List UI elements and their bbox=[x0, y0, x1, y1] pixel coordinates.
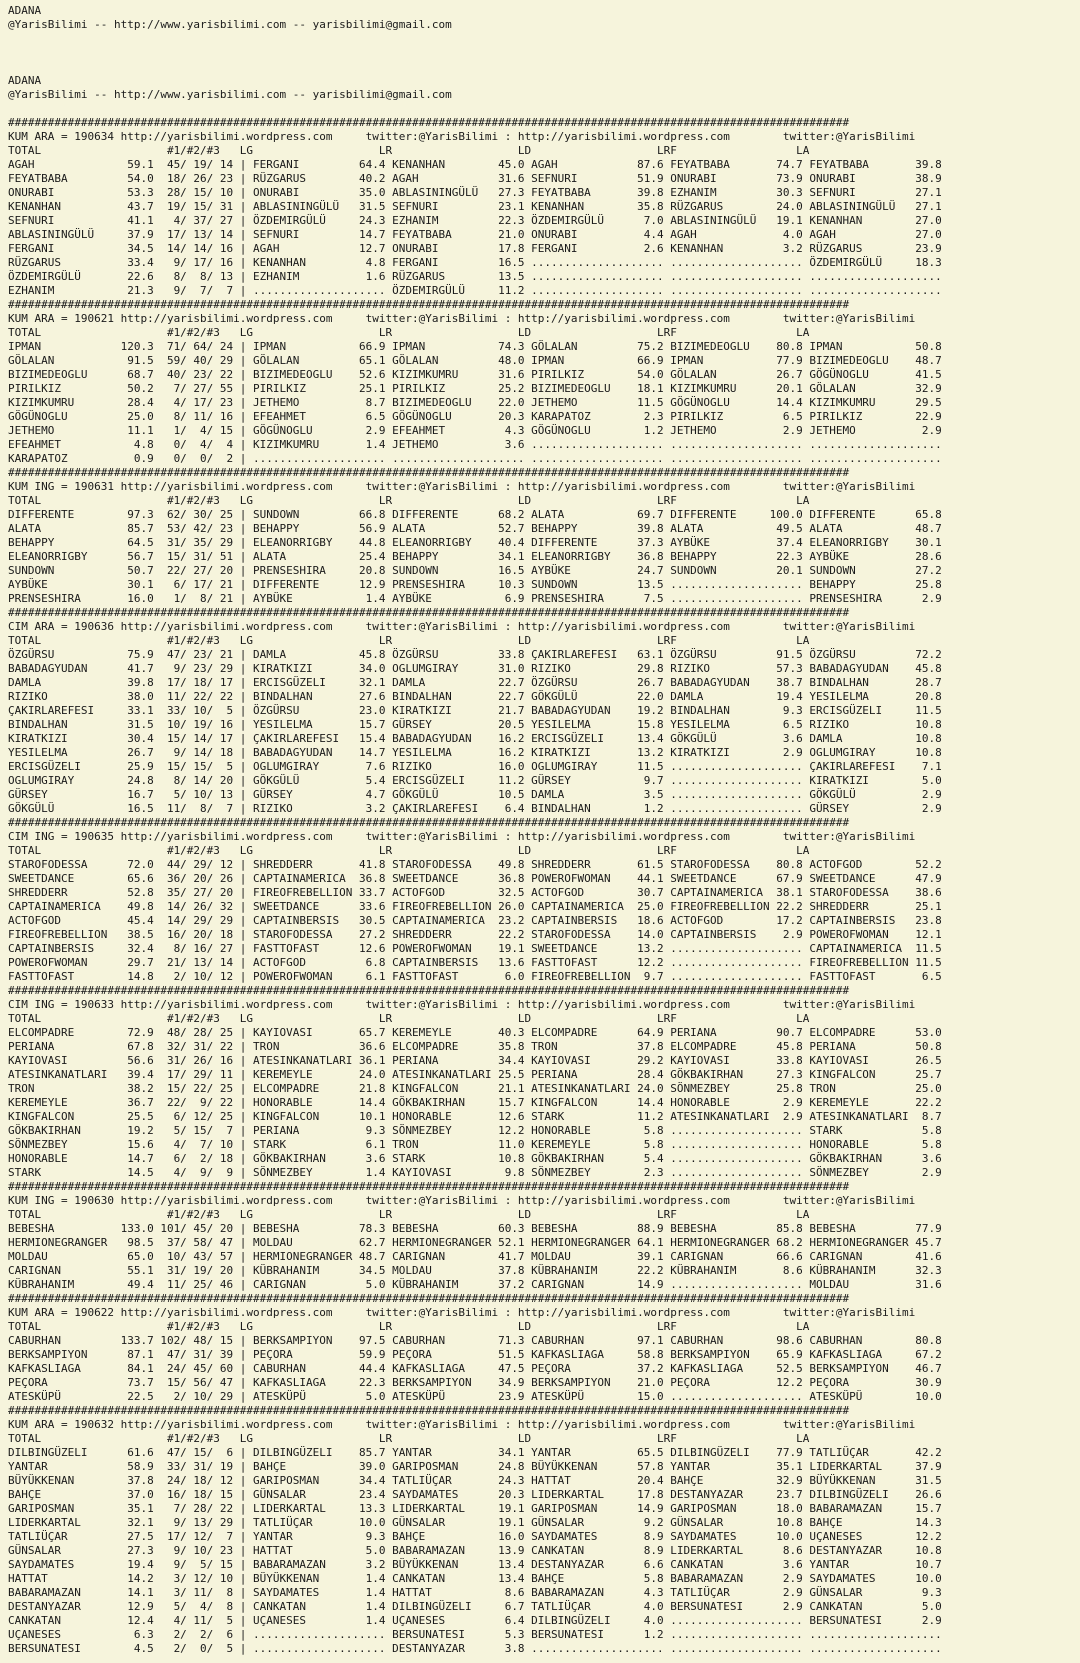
text-line: YANTAR 58.9 33/ 31/ 19 | BAHÇE 39.0 GARIPOSMAN 24.8 BÜYÜKKENAN 57.8 YANTAR 35.1 LIDERKARTAL 37.9 bbox=[8, 1460, 942, 1473]
text-line: ALATA 85.7 53/ 42/ 23 | BEHAPPY 56.9 ALATA 52.7 BEHAPPY 39.8 ALATA 49.5 ALATA 48.7 bbox=[8, 522, 942, 535]
text-line: CIM ING = 190635 http://yarisbilimi.wordpress.com twitter:@YarisBilimi : http://yarisbilimi.wordpress.com twitter:@YarisBilimi bbox=[8, 830, 916, 843]
text-line: SHREDDERR 52.8 35/ 27/ 20 | FIREOFREBELLION 33.7 ACTOFGOD 32.5 ACTOFGOD 30.7 CAPTAINAMERICA 38.1 STAROFODESSA 38.6 bbox=[8, 886, 942, 899]
text-line: TOTAL #1/#2/#3 LG LR LD LRF LA bbox=[8, 326, 810, 339]
separator-line: ############################################################################################################################### bbox=[8, 1292, 850, 1305]
text-line: ERCISGÜZELI 25.9 15/ 15/ 5 | OGLUMGIRAY 7.6 RIZIKO 16.0 OGLUMGIRAY 11.5 .................... ÇAKIRLAREFESI 7.1 bbox=[8, 760, 942, 773]
text-line: UÇANESES 6.3 2/ 2/ 6 | .................... BERSUNATESI 5.3 BERSUNATESI 1.2 .................... .................... bbox=[8, 1628, 942, 1641]
text-line: OGLUMGIRAY 24.8 8/ 14/ 20 | GÖKGÜLÜ 5.4 ERCISGÜZELI 11.2 GÜRSEY 9.7 .................... KIRATKIZI 5.0 bbox=[8, 774, 942, 787]
text-line: SUNDOWN 50.7 22/ 27/ 20 | PRENSESHIRA 20.8 SUNDOWN 16.5 AYBÜKE 24.7 SUNDOWN 20.1 SUNDOWN 27.2 bbox=[8, 564, 942, 577]
text-line: GÜRSEY 16.7 5/ 10/ 13 | GÜRSEY 4.7 GÖKGÜLÜ 10.5 DAMLA 3.5 .................... GÖKGÜLÜ 2.9 bbox=[8, 788, 942, 801]
text-line: RÜZGARUS 33.4 9/ 17/ 16 | KENANHAN 4.8 FERGANI 16.5 .................... .................... ÖZDEMIRGÜLÜ 18.3 bbox=[8, 256, 942, 269]
text-line: FASTTOFAST 14.8 2/ 10/ 12 | POWEROFWOMAN 6.1 FASTTOFAST 6.0 FIREOFREBELLION 9.7 .................... FASTTOFAST 6.5 bbox=[8, 970, 942, 983]
text-line: TOTAL #1/#2/#3 LG LR LD LRF LA bbox=[8, 634, 810, 647]
text-line: BEHAPPY 64.5 31/ 35/ 29 | ELEANORRIGBY 44.8 ELEANORRIGBY 40.4 DIFFERENTE 37.3 AYBÜKE 37.4 ELEANORRIGBY 30.1 bbox=[8, 536, 942, 549]
text-line: ÇAKIRLAREFESI 33.1 33/ 10/ 5 | ÖZGÜRSU 23.0 KIRATKIZI 21.7 BABADAGYUDAN 19.2 BINDALHAN 9.3 ERCISGÜZELI 11.5 bbox=[8, 704, 942, 717]
text-line: ADANA bbox=[8, 74, 42, 87]
text-line: ACTOFGOD 45.4 14/ 29/ 29 | CAPTAINBERSIS 30.5 CAPTAINAMERICA 23.2 CAPTAINBERSIS 18.6 ACTOFGOD 17.2 CAPTAINBERSIS 23.8 bbox=[8, 914, 942, 927]
text-line: ATESKÜPÜ 22.5 2/ 10/ 29 | ATESKÜPÜ 5.0 ATESKÜPÜ 23.9 ATESKÜPÜ 15.0 .................... ATESKÜPÜ 10.0 bbox=[8, 1390, 942, 1403]
separator-line: ############################################################################################################################### bbox=[8, 606, 850, 619]
text-line: CAPTAINBERSIS 32.4 8/ 16/ 27 | FASTTOFAST 12.6 POWEROFWOMAN 19.1 SWEETDANCE 13.2 .................... CAPTAINAMERICA 11.5 bbox=[8, 942, 942, 955]
text-line: DILBINGÜZELI 61.6 47/ 15/ 6 | DILBINGÜZELI 85.7 YANTAR 34.1 YANTAR 65.5 DILBINGÜZELI 77.9 TATLIÜÇAR 42.2 bbox=[8, 1446, 942, 1459]
text-line: CANKATAN 12.4 4/ 11/ 5 | UÇANESES 1.4 UÇANESES 6.4 DILBINGÜZELI 4.0 .................... BERSUNATESI 2.9 bbox=[8, 1614, 942, 1627]
text-line: GARIPOSMAN 35.1 7/ 28/ 22 | LIDERKARTAL 13.3 LIDERKARTAL 19.1 GARIPOSMAN 14.9 GARIPOSMAN 18.0 BABARAMAZAN 15.7 bbox=[8, 1502, 942, 1515]
text-line: KIZIMKUMRU 28.4 4/ 17/ 23 | JETHEMO 8.7 BIZIMEDEOGLU 22.0 JETHEMO 11.5 GÖGÜNOGLU 14.4 KIZIMKUMRU 29.5 bbox=[8, 396, 942, 409]
text-line: ÖZGÜRSU 75.9 47/ 23/ 21 | DAMLA 45.8 ÖZGÜRSU 33.8 ÇAKIRLAREFESI 63.1 ÖZGÜRSU 91.5 ÖZGÜRSU 72.2 bbox=[8, 648, 942, 661]
text-line: TOTAL #1/#2/#3 LG LR LD LRF LA bbox=[8, 844, 810, 857]
text-line: KAFKASLIAGA 84.1 24/ 45/ 60 | CABURHAN 44.4 KAFKASLIAGA 47.5 PEÇORA 37.2 KAFKASLIAGA 52.5 BERKSAMPIYON 46.7 bbox=[8, 1362, 942, 1375]
text-line: TRON 38.2 15/ 22/ 25 | ELCOMPADRE 21.8 KINGFALCON 21.1 ATESINKANATLARI 24.0 SÖNMEZBEY 25.8 TRON 25.0 bbox=[8, 1082, 942, 1095]
text-line: ELCOMPADRE 72.9 48/ 28/ 25 | KAYIOVASI 65.7 KEREMEYLE 40.3 ELCOMPADRE 64.9 PERIANA 90.7 ELCOMPADRE 53.0 bbox=[8, 1026, 942, 1039]
text-line: GÖKGÜLÜ 16.5 11/ 8/ 7 | RIZIKO 3.2 ÇAKIRLAREFESI 6.4 BINDALHAN 1.2 .................... GÜRSEY 2.9 bbox=[8, 802, 942, 815]
text-line: BEBESHA 133.0 101/ 45/ 20 | BEBESHA 78.3 BEBESHA 60.3 BEBESHA 88.9 BEBESHA 85.8 BEBESHA 77.9 bbox=[8, 1222, 942, 1235]
text-line: TOTAL #1/#2/#3 LG LR LD LRF LA bbox=[8, 1012, 810, 1025]
text-line: SAYDAMATES 19.4 9/ 5/ 15 | BABARAMAZAN 3.2 BÜYÜKKENAN 13.4 DESTANYAZAR 6.6 CANKATAN 3.6 YANTAR 10.7 bbox=[8, 1558, 942, 1571]
text-line: KENANHAN 43.7 19/ 15/ 31 | ABLASININGÜLÜ 31.5 SEFNURI 23.1 KENANHAN 35.8 RÜZGARUS 24.0 ABLASININGÜLÜ 27.1 bbox=[8, 200, 942, 213]
text-line: BIZIMEDEOGLU 68.7 40/ 23/ 22 | BIZIMEDEOGLU 52.6 KIZIMKUMRU 31.6 PIRILKIZ 54.0 GÖLALAN 26.7 GÖGÜNOGLU 41.5 bbox=[8, 368, 942, 381]
text-line: KUM ING = 190630 http://yarisbilimi.wordpress.com twitter:@YarisBilimi : http://yarisbilimi.wordpress.com twitter:@YarisBilimi bbox=[8, 1194, 916, 1207]
text-line: ATESINKANATLARI 39.4 17/ 29/ 11 | KEREMEYLE 24.0 ATESINKANATLARI 25.5 PERIANA 28.4 GÖKBAKIRHAN 27.3 KINGFALCON 25.7 bbox=[8, 1068, 942, 1081]
text-line: GÜNSALAR 27.3 9/ 10/ 23 | HATTAT 5.0 BABARAMAZAN 13.9 CANKATAN 8.9 LIDERKARTAL 8.6 DESTANYAZAR 10.8 bbox=[8, 1544, 942, 1557]
text-line: STAROFODESSA 72.0 44/ 29/ 12 | SHREDDERR 41.8 STAROFODESSA 49.8 SHREDDERR 61.5 STAROFODESSA 80.8 ACTOFGOD 52.2 bbox=[8, 858, 942, 871]
text-line: KUM ARA = 190632 http://yarisbilimi.wordpress.com twitter:@YarisBilimi : http://yarisbilimi.wordpress.com twitter:@YarisBilimi bbox=[8, 1418, 916, 1431]
text-line: ADANA bbox=[8, 4, 42, 17]
text-line: CAPTAINAMERICA 49.8 14/ 26/ 32 | SWEETDANCE 33.6 FIREOFREBELLION 26.0 CAPTAINAMERICA 25.0 FIREOFREBELLION 22.2 SHREDDERR 25.1 bbox=[8, 900, 942, 913]
text-line: @YarisBilimi -- http://www.yarisbilimi.com -- yarisbilimi@gmail.com bbox=[8, 88, 452, 101]
text-line: ONURABI 53.3 28/ 15/ 10 | ONURABI 35.0 ABLASININGÜLÜ 27.3 FEYATBABA 39.8 EZHANIM 30.3 SEFNURI 27.1 bbox=[8, 186, 942, 199]
text-line: TATLIÜÇAR 27.5 17/ 12/ 7 | YANTAR 9.3 BAHÇE 16.0 SAYDAMATES 8.9 SAYDAMATES 10.0 UÇANESES 12.2 bbox=[8, 1530, 942, 1543]
text-line: DIFFERENTE 97.3 62/ 30/ 25 | SUNDOWN 66.8 DIFFERENTE 68.2 ALATA 69.7 DIFFERENTE 100.0 DIFFERENTE 65.8 bbox=[8, 508, 942, 521]
text-line: EZHANIM 21.3 9/ 7/ 7 | .................... ÖZDEMIRGÜLÜ 11.2 .................... .................... .................... bbox=[8, 284, 942, 297]
text-line: STARK 14.5 4/ 9/ 9 | SÖNMEZBEY 1.4 KAYIOVASI 9.8 SÖNMEZBEY 2.3 .................... SÖNMEZBEY 2.9 bbox=[8, 1166, 942, 1179]
text-line: PIRILKIZ 50.2 7/ 27/ 55 | PIRILKIZ 25.1 PIRILKIZ 25.2 BIZIMEDEOGLU 18.1 KIZIMKUMRU 20.1 GÖLALAN 32.9 bbox=[8, 382, 942, 395]
text-line: BERSUNATESI 4.5 2/ 0/ 5 | .................... DESTANYAZAR 3.8 .................... .................... .................... bbox=[8, 1642, 942, 1655]
separator-line: ############################################################################################################################### bbox=[8, 1404, 850, 1417]
text-line: KUM ARA = 190622 http://yarisbilimi.wordpress.com twitter:@YarisBilimi : http://yarisbilimi.wordpress.com twitter:@YarisBilimi bbox=[8, 1306, 916, 1319]
text-line: PEÇORA 73.7 15/ 56/ 47 | KAFKASLIAGA 22.3 BERKSAMPIYON 34.9 BERKSAMPIYON 21.0 PEÇORA 12.2 PEÇORA 30.9 bbox=[8, 1376, 942, 1389]
text-line: TOTAL #1/#2/#3 LG LR LD LRF LA bbox=[8, 1320, 810, 1333]
text-line: JETHEMO 11.1 1/ 4/ 15 | GÖGÜNOGLU 2.9 EFEAHMET 4.3 GÖGÜNOGLU 1.2 JETHEMO 2.9 JETHEMO 2.9 bbox=[8, 424, 942, 437]
text-line: AYBÜKE 30.1 6/ 17/ 21 | DIFFERENTE 12.9 PRENSESHIRA 10.3 SUNDOWN 13.5 .................... BEHAPPY 25.8 bbox=[8, 578, 942, 591]
separator-line: ############################################################################################################################### bbox=[8, 816, 850, 829]
text-line: HERMIONEGRANGER 98.5 37/ 58/ 47 | MOLDAU 62.7 HERMIONEGRANGER 52.1 HERMIONEGRANGER 64.1 HERMIONEGRANGER 68.2 HERMIONEGRANGER 45.7 bbox=[8, 1236, 942, 1249]
text-line: PRENSESHIRA 16.0 1/ 8/ 21 | AYBÜKE 1.4 AYBÜKE 6.9 PRENSESHIRA 7.5 .................... PRENSESHIRA 2.9 bbox=[8, 592, 942, 605]
text-line: CABURHAN 133.7 102/ 48/ 15 | BERKSAMPIYON 97.5 CABURHAN 71.3 CABURHAN 97.1 CABURHAN 98.6 CABURHAN 80.8 bbox=[8, 1334, 942, 1347]
text-line: KÜBRAHANIM 49.4 11/ 25/ 46 | CARIGNAN 5.0 KÜBRAHANIM 37.2 CARIGNAN 14.9 .................... MOLDAU 31.6 bbox=[8, 1278, 942, 1291]
text-line: HATTAT 14.2 3/ 12/ 10 | BÜYÜKKENAN 1.4 CANKATAN 13.4 BAHÇE 5.8 BABARAMAZAN 2.9 SAYDAMATES 10.0 bbox=[8, 1572, 942, 1585]
text-line: SEFNURI 41.1 4/ 37/ 27 | ÖZDEMIRGÜLÜ 24.3 EZHANIM 22.3 ÖZDEMIRGÜLÜ 7.0 ABLASININGÜLÜ 19.1 KENANHAN 27.0 bbox=[8, 214, 942, 227]
text-line: GÖGÜNOGLU 25.0 8/ 11/ 16 | EFEAHMET 6.5 GÖGÜNOGLU 20.3 KARAPATOZ 2.3 PIRILKIZ 6.5 PIRILKIZ 22.9 bbox=[8, 410, 942, 423]
text-line: DESTANYAZAR 12.9 5/ 4/ 8 | CANKATAN 1.4 DILBINGÜZELI 6.7 TATLIÜÇAR 4.0 BERSUNATESI 2.9 CANKATAN 5.0 bbox=[8, 1600, 942, 1613]
text-line: ELEANORRIGBY 56.7 15/ 31/ 51 | ALATA 25.4 BEHAPPY 34.1 ELEANORRIGBY 36.8 BEHAPPY 22.3 AYBÜKE 28.6 bbox=[8, 550, 942, 563]
text-line: CIM ING = 190633 http://yarisbilimi.wordpress.com twitter:@YarisBilimi : http://yarisbilimi.wordpress.com twitter:@YarisBilimi bbox=[8, 998, 916, 1011]
text-line bbox=[8, 102, 1072, 116]
text-line: EFEAHMET 4.8 0/ 4/ 4 | KIZIMKUMRU 1.4 JETHEMO 3.6 .................... .................... .................... bbox=[8, 438, 942, 451]
text-line: KUM ARA = 190634 http://yarisbilimi.wordpress.com twitter:@YarisBilimi : http://yarisbilimi.wordpress.com twitter:@YarisBilimi bbox=[8, 130, 916, 143]
text-line: GÖKBAKIRHAN 19.2 5/ 15/ 7 | PERIANA 9.3 SÖNMEZBEY 12.2 HONORABLE 5.8 .................... STARK 5.8 bbox=[8, 1124, 942, 1137]
text-line: FERGANI 34.5 14/ 14/ 16 | AGAH 12.7 ONURABI 17.8 FERGANI 2.6 KENANHAN 3.2 RÜZGARUS 23.9 bbox=[8, 242, 942, 255]
text-line bbox=[8, 32, 1072, 46]
text-line: KARAPATOZ 0.9 0/ 0/ 2 | .................... .................... .................... .................... .................... bbox=[8, 452, 942, 465]
text-line: BERKSAMPIYON 87.1 47/ 31/ 39 | PEÇORA 59.9 PEÇORA 51.5 KAFKASLIAGA 58.8 BERKSAMPIYON 65.9 KAFKASLIAGA 67.2 bbox=[8, 1348, 942, 1361]
text-line: KEREMEYLE 36.7 22/ 9/ 22 | HONORABLE 14.4 GÖKBAKIRHAN 15.7 KINGFALCON 14.4 HONORABLE 2.9 KEREMEYLE 22.2 bbox=[8, 1096, 942, 1109]
text-line: MOLDAU 65.0 10/ 43/ 57 | HERMIONEGRANGER 48.7 CARIGNAN 41.7 MOLDAU 39.1 CARIGNAN 66.6 CARIGNAN 41.6 bbox=[8, 1250, 942, 1263]
text-line: FIREOFREBELLION 38.5 16/ 20/ 18 | STAROFODESSA 27.2 SHREDDERR 22.2 STAROFODESSA 14.0 CAPTAINBERSIS 2.9 POWEROFWOMAN 12.1 bbox=[8, 928, 942, 941]
text-line: BAHÇE 37.0 16/ 18/ 15 | GÜNSALAR 23.4 SAYDAMATES 20.3 LIDERKARTAL 17.8 DESTANYAZAR 23.7 DILBINGÜZELI 26.6 bbox=[8, 1488, 942, 1501]
text-line: LIDERKARTAL 32.1 9/ 13/ 29 | TATLIÜÇAR 10.0 GÜNSALAR 19.1 GÜNSALAR 9.2 GÜNSALAR 10.8 BAHÇE 14.3 bbox=[8, 1516, 942, 1529]
text-line: CIM ARA = 190636 http://yarisbilimi.wordpress.com twitter:@YarisBilimi : http://yarisbilimi.wordpress.com twitter:@YarisBilimi bbox=[8, 620, 916, 633]
text-line: TOTAL #1/#2/#3 LG LR LD LRF LA bbox=[8, 1432, 810, 1445]
separator-line: ############################################################################################################################### bbox=[8, 1180, 850, 1193]
text-line: SÖNMEZBEY 15.6 4/ 7/ 10 | STARK 6.1 TRON 11.0 KEREMEYLE 5.8 .................... HONORABLE 5.8 bbox=[8, 1138, 942, 1151]
text-line: PERIANA 67.8 32/ 31/ 22 | TRON 36.6 ELCOMPADRE 35.8 TRON 37.8 ELCOMPADRE 45.8 PERIANA 50.8 bbox=[8, 1040, 942, 1053]
separator-line: ############################################################################################################################### bbox=[8, 466, 850, 479]
text-line: BÜYÜKKENAN 37.8 24/ 18/ 12 | GARIPOSMAN 34.4 TATLIÜÇAR 24.3 HATTAT 20.4 BAHÇE 32.9 BÜYÜKKENAN 31.5 bbox=[8, 1474, 942, 1487]
text-line bbox=[8, 60, 1072, 74]
text-line: BABADAGYUDAN 41.7 9/ 23/ 29 | KIRATKIZI 34.0 OGLUMGIRAY 31.0 RIZIKO 29.8 RIZIKO 57.3 BABADAGYUDAN 45.8 bbox=[8, 662, 942, 675]
text-line: SWEETDANCE 65.6 36/ 20/ 26 | CAPTAINAMERICA 36.8 SWEETDANCE 36.8 POWEROFWOMAN 44.1 SWEETDANCE 67.9 SWEETDANCE 47.9 bbox=[8, 872, 942, 885]
text-line: BINDALHAN 31.5 10/ 19/ 16 | YESILELMA 15.7 GÜRSEY 20.5 YESILELMA 15.8 YESILELMA 6.5 RIZIKO 10.8 bbox=[8, 718, 942, 731]
text-line: FEYATBABA 54.0 18/ 26/ 23 | RÜZGARUS 40.2 AGAH 31.6 SEFNURI 51.9 ONURABI 73.9 ONURABI 38.9 bbox=[8, 172, 942, 185]
text-line: POWEROFWOMAN 29.7 21/ 13/ 14 | ACTOFGOD 6.8 CAPTAINBERSIS 13.6 FASTTOFAST 12.2 .................... FIREOFREBELLION 11.5 bbox=[8, 956, 942, 969]
text-line: TOTAL #1/#2/#3 LG LR LD LRF LA bbox=[8, 1208, 810, 1221]
text-line: DAMLA 39.8 17/ 18/ 17 | ERCISGÜZELI 32.1 DAMLA 22.7 ÖZGÜRSU 26.7 BABADAGYUDAN 38.7 BINDALHAN 28.7 bbox=[8, 676, 942, 689]
text-line: ABLASININGÜLÜ 37.9 17/ 13/ 14 | SEFNURI 14.7 FEYATBABA 21.0 ONURABI 4.4 AGAH 4.0 AGAH 27.0 bbox=[8, 228, 942, 241]
text-line: HONORABLE 14.7 6/ 2/ 18 | GÖKBAKIRHAN 3.6 STARK 10.8 GÖKBAKIRHAN 5.4 .................... GÖKBAKIRHAN 3.6 bbox=[8, 1152, 942, 1165]
text-line: KUM ING = 190631 http://yarisbilimi.wordpress.com twitter:@YarisBilimi : http://yarisbilimi.wordpress.com twitter:@YarisBilimi bbox=[8, 480, 916, 493]
text-line: TOTAL #1/#2/#3 LG LR LD LRF LA bbox=[8, 494, 810, 507]
text-line: KIRATKIZI 30.4 15/ 14/ 17 | ÇAKIRLAREFESI 15.4 BABADAGYUDAN 16.2 ERCISGÜZELI 13.4 GÖKGÜLÜ 3.6 DAMLA 10.8 bbox=[8, 732, 942, 745]
text-line: CARIGNAN 55.1 31/ 19/ 20 | KÜBRAHANIM 34.5 MOLDAU 37.8 KÜBRAHANIM 22.2 KÜBRAHANIM 8.6 KÜBRAHANIM 32.3 bbox=[8, 1264, 942, 1277]
text-line: BABARAMAZAN 14.1 3/ 11/ 8 | SAYDAMATES 1.4 HATTAT 8.6 BABARAMAZAN 4.3 TATLIÜÇAR 2.9 GÜNSALAR 9.3 bbox=[8, 1586, 942, 1599]
text-line: IPMAN 120.3 71/ 64/ 24 | IPMAN 66.9 IPMAN 74.3 GÖLALAN 75.2 BIZIMEDEOGLU 80.8 IPMAN 50.8 bbox=[8, 340, 942, 353]
separator-line: ############################################################################################################################### bbox=[8, 116, 850, 129]
text-line: YESILELMA 26.7 9/ 14/ 18 | BABADAGYUDAN 14.7 YESILELMA 16.2 KIRATKIZI 13.2 KIRATKIZI 2.9 OGLUMGIRAY 10.8 bbox=[8, 746, 942, 759]
text-line: KUM ARA = 190621 http://yarisbilimi.wordpress.com twitter:@YarisBilimi : http://yarisbilimi.wordpress.com twitter:@YarisBilimi bbox=[8, 312, 916, 325]
text-line: TOTAL #1/#2/#3 LG LR LD LRF LA bbox=[8, 144, 810, 157]
text-line: RIZIKO 38.0 11/ 22/ 22 | BINDALHAN 27.6 BINDALHAN 22.7 GÖKGÜLÜ 22.0 DAMLA 19.4 YESILELMA 20.8 bbox=[8, 690, 942, 703]
text-line: @YarisBilimi -- http://www.yarisbilimi.com -- yarisbilimi@gmail.com bbox=[8, 18, 452, 31]
text-line: ÖZDEMIRGÜLÜ 22.6 8/ 8/ 13 | EZHANIM 1.6 RÜZGARUS 13.5 .................... .................... .................... bbox=[8, 270, 942, 283]
text-line: AGAH 59.1 45/ 19/ 14 | FERGANI 64.4 KENANHAN 45.0 AGAH 87.6 FEYATBABA 74.7 FEYATBABA 39.8 bbox=[8, 158, 942, 171]
separator-line: ############################################################################################################################### bbox=[8, 984, 850, 997]
separator-line: ############################################################################################################################### bbox=[8, 298, 850, 311]
text-line bbox=[8, 46, 1072, 60]
text-line: GÖLALAN 91.5 59/ 40/ 29 | GÖLALAN 65.1 GÖLALAN 48.0 IPMAN 66.9 IPMAN 77.9 BIZIMEDEOGLU 48.7 bbox=[8, 354, 942, 367]
text-line: KAYIOVASI 56.6 31/ 26/ 16 | ATESINKANATLARI 36.1 PERIANA 34.4 KAYIOVASI 29.2 KAYIOVASI 33.8 KAYIOVASI 26.5 bbox=[8, 1054, 942, 1067]
text-line: KINGFALCON 25.5 6/ 12/ 25 | KINGFALCON 10.1 HONORABLE 12.6 STARK 11.2 ATESINKANATLARI 2.9 ATESINKANATLARI 8.7 bbox=[8, 1110, 942, 1123]
